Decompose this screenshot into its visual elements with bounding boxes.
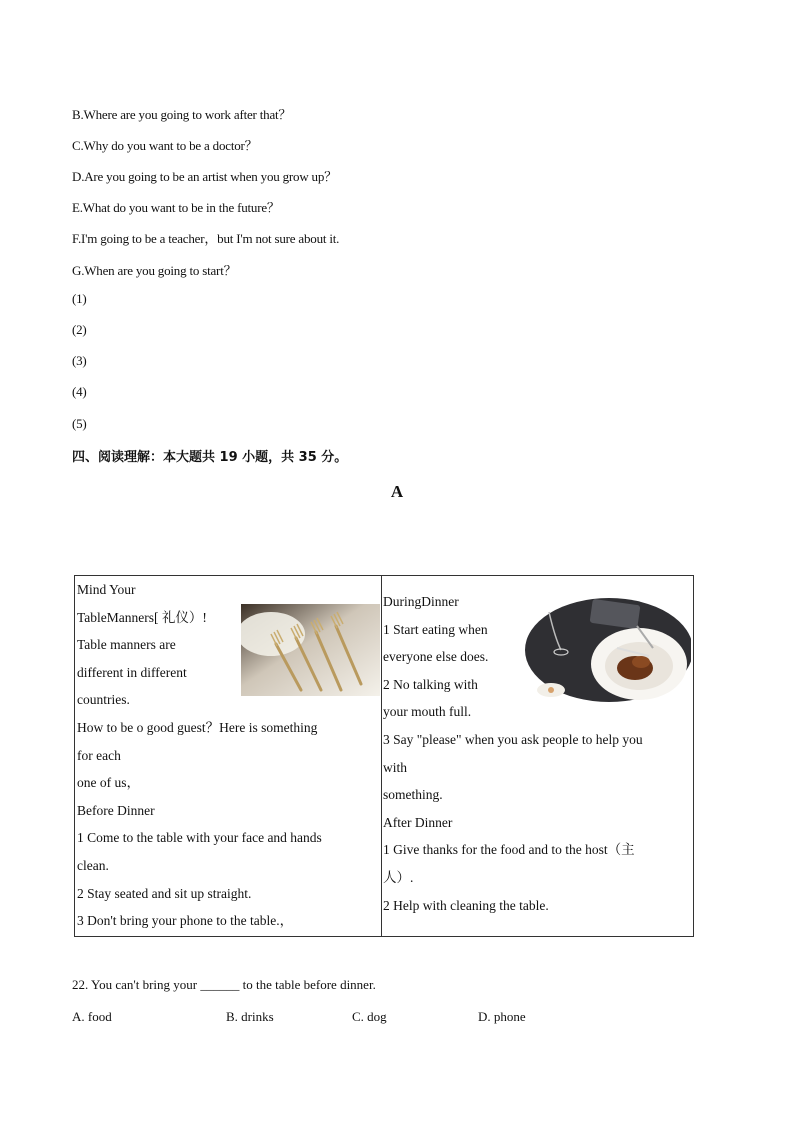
right-line: with	[383, 759, 408, 775]
question-22	[72, 977, 376, 993]
answer-blank-1: (1)	[72, 291, 87, 306]
left-line: 1 Come to the table with your face and hands	[77, 830, 322, 846]
choice-c[interactable]: C. dog	[352, 1009, 387, 1024]
passage-table	[74, 575, 694, 937]
choice-a[interactable]: A. food	[72, 1009, 112, 1024]
right-line: something.	[383, 787, 443, 803]
left-line: Table manners are	[77, 637, 176, 653]
choice-d[interactable]: D. phone	[478, 1009, 526, 1024]
right-line: DuringDinner	[383, 594, 459, 609]
left-line: one of us，	[77, 775, 140, 791]
right-line: After Dinner	[383, 814, 453, 830]
forks-photo	[241, 604, 380, 696]
right-line: your mouth full.	[383, 704, 472, 720]
right-line: 1 Start eating when	[383, 621, 488, 637]
left-line: countries.	[77, 692, 130, 708]
left-line: 3 Don't bring your phone to the table.，	[77, 913, 294, 929]
option-c: C.Why do you want to be a doctor？	[72, 138, 258, 153]
choice-b[interactable]: B. drinks	[226, 1009, 274, 1024]
left-line: Mind Your	[77, 582, 136, 597]
left-line: 2 Stay seated and sit up straight.	[77, 885, 252, 901]
left-line: different in different	[77, 664, 187, 680]
option-g: G.When are you going to start？	[72, 263, 237, 278]
left-line: clean.	[77, 857, 109, 873]
question-text: You can't bring your ______ to the table before dinner.	[88, 977, 376, 992]
option-f: F.I'm going to be a teacher，but I'm not sure about it.	[72, 231, 340, 246]
passage-title: A	[390, 482, 404, 501]
left-line: How to be o good guest？Here is something	[77, 719, 318, 735]
right-line: 人）.	[383, 869, 414, 885]
question-number: 22.	[72, 977, 89, 992]
option-d: D.Are you going to be an artist when you grow up？	[72, 169, 337, 184]
option-e: E.What do you want to be in the future？	[72, 200, 280, 215]
right-line: 2 No talking with	[383, 676, 478, 692]
right-line: 3 Say "please" when you ask people to help you	[383, 731, 643, 747]
right-line: 2 Help with cleaning the table.	[383, 897, 549, 913]
left-line: Before Dinner	[77, 802, 155, 818]
option-b: B.Where are you going to work after that？	[72, 107, 292, 122]
table-divider	[381, 576, 382, 936]
answer-blank-3: (3)	[72, 353, 87, 368]
section-heading: 四、阅读理解：本大题共 19 小题，共 35 分。	[72, 450, 348, 465]
answer-blank-2: (2)	[72, 322, 87, 337]
right-line: 1 Give thanks for the food and to the host（主	[383, 842, 635, 858]
left-line: TableManners[ 礼仪）!	[77, 609, 207, 625]
right-line: everyone else does.	[383, 649, 489, 665]
answer-blank-4: (4)	[72, 384, 87, 399]
answer-blank-5: (5)	[72, 416, 87, 431]
left-line: for each	[77, 747, 121, 763]
dinner-plate-photo	[521, 598, 691, 710]
